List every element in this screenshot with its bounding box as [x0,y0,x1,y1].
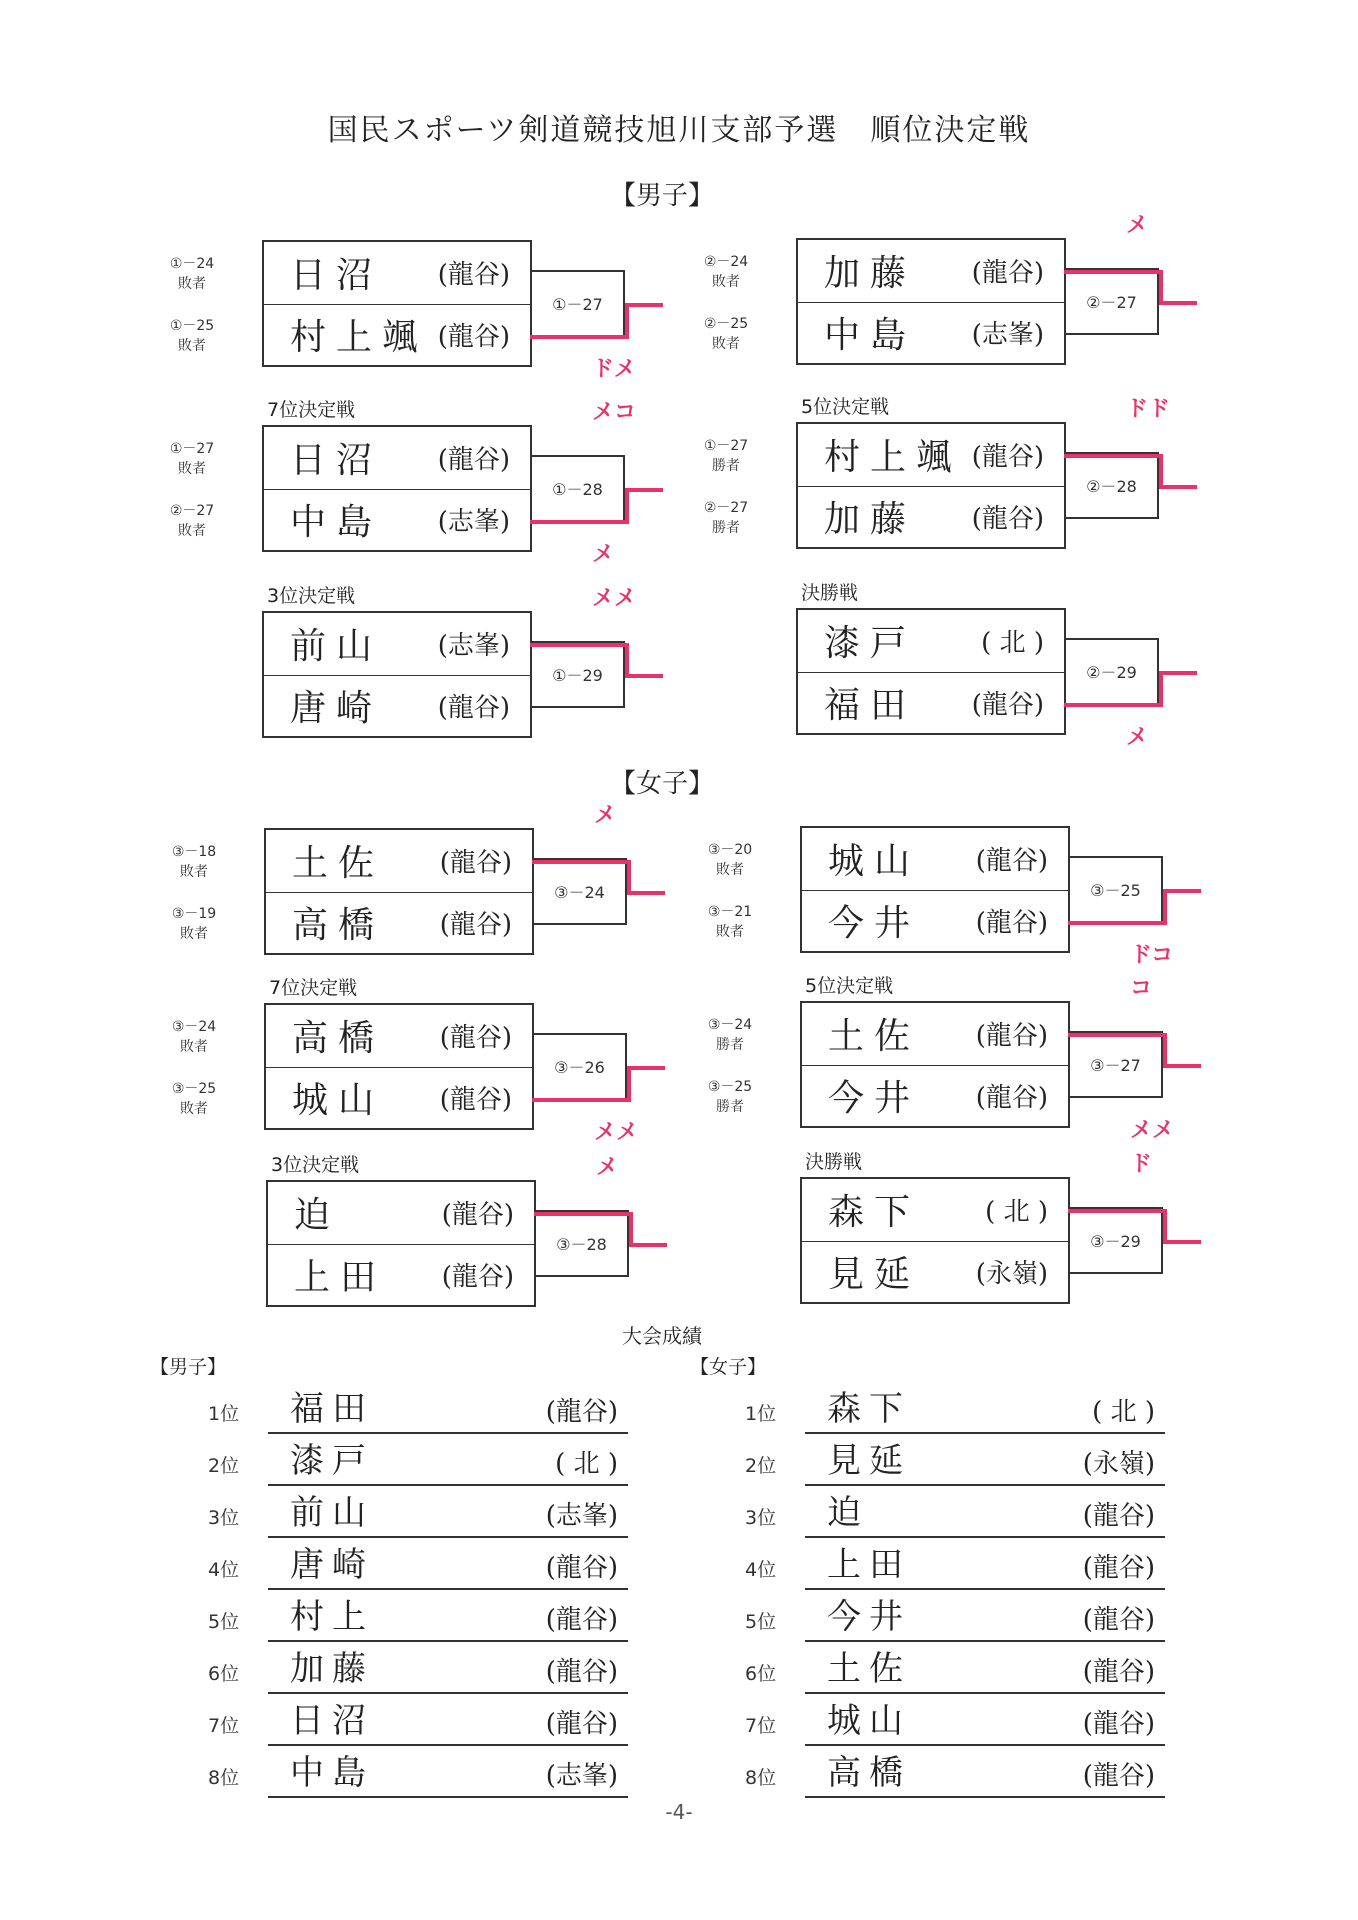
winner-line [1068,921,1165,925]
winner-line [625,303,663,307]
team-name: (龍谷) [975,846,1048,877]
result-name: 加藤 [290,1649,374,1689]
men-b4-match-box: ②－28 [1064,452,1159,519]
result-row-women [745,1649,1165,1694]
result-team: (志峯) [545,1761,618,1791]
slot-match: ③－24 [171,1019,217,1035]
rank-label: 5位 [745,1611,777,1633]
entry-top [798,610,1064,673]
team-name: (龍谷) [439,1084,512,1115]
women-b4-slot-top [695,1015,765,1055]
rank-label: 3位 [745,1507,777,1529]
men-b6-round-label: 決勝戦 [801,582,859,604]
team-name: (龍谷) [439,909,512,940]
winner-line [1163,1209,1167,1244]
team-name: (永嶺) [975,1258,1048,1289]
men-b5-score-mark-top: メメ [592,586,637,611]
rank-label: 7位 [745,1715,777,1737]
winner-line [629,1243,667,1247]
entry-bottom [264,675,530,737]
men-b4-score-mark-top: ドド [1126,397,1171,422]
men-b4-slot-bottom [691,498,761,538]
player-name: 森下 [828,1192,921,1234]
winner-line [627,860,631,895]
rank-label: 2位 [745,1455,777,1477]
team-name: (龍谷) [437,260,510,291]
women-b3-match-box: ③－26 [532,1033,627,1100]
winner-line [1163,1033,1167,1068]
rank-label: 4位 [745,1559,777,1581]
player-name: 漆戸 [824,623,917,665]
team-name: (龍谷) [441,1200,514,1231]
entry-bottom [802,1241,1068,1303]
team-name: (龍谷) [437,692,510,723]
women-b6-score-mark-top: ド [1130,1152,1153,1177]
winner-line [625,488,663,492]
slot-match: ①－25 [169,318,215,334]
winner-line [1159,454,1163,489]
team-name: (龍谷) [439,1023,512,1054]
rank-label: 2位 [208,1455,240,1477]
women-b1-slot-top [159,842,229,882]
result-row-women [745,1753,1165,1798]
men-b4-entry-box [796,422,1066,549]
slot-match: ②－24 [703,254,749,270]
slot-match: ①－27 [169,441,215,457]
team-name: (志峯) [437,506,510,537]
women-b3-score-mark-bottom: メメ [594,1120,639,1145]
women-b1-match-box: ③－24 [532,858,627,925]
team-name: (龍谷) [971,258,1044,289]
entry-top [266,1005,532,1068]
slot-match: ②－27 [169,503,215,519]
result-name: 漆戸 [290,1441,374,1481]
rank-label: 7位 [208,1715,240,1737]
entry-top [798,424,1064,487]
men-b1-match-box: ①－27 [530,270,625,337]
entry-bottom [266,1067,532,1129]
slot-match: ③－21 [707,904,753,920]
women-b4-score-mark-bottom: メメ [1130,1118,1175,1143]
result-name: 城山 [827,1701,911,1741]
men-b4-round-label: 5位決定戦 [801,396,890,418]
women-b5-round-label: 3位決定戦 [271,1154,360,1176]
winner-line [1163,889,1167,925]
result-name: 見延 [827,1441,911,1481]
slot-result: 敗者 [180,864,208,880]
result-team: (龍谷) [545,1553,618,1583]
men-b3-round-label: 7位決定戦 [267,399,356,421]
women-b3-slot-top [159,1017,229,1057]
result-team: (龍谷) [1082,1709,1155,1739]
player-name: 加藤 [824,498,917,540]
player-name: 高橋 [292,1018,385,1060]
winner-line [534,1212,631,1216]
winner-line [1159,485,1197,489]
result-team: ( 北 ) [555,1449,618,1479]
player-name: 今井 [828,1077,921,1119]
entry-bottom [268,1244,534,1306]
team-name: (龍谷) [441,1261,514,1292]
men-b5-round-label: 3位決定戦 [267,585,356,607]
women-b2-slot-top [695,840,765,880]
men-b2-score-mark-top: メ [1126,213,1149,238]
women-b6-round-label: 決勝戦 [805,1151,863,1173]
player-name: 日沼 [290,255,383,297]
team-name: (志峯) [437,631,510,662]
result-name: 日沼 [290,1701,374,1741]
result-row-women [745,1701,1165,1746]
page-title: 国民スポーツ剣道競技旭川支部予選 順位決定戦 [327,113,1031,148]
team-name: ( 北 ) [985,1197,1048,1228]
result-name: 福田 [290,1389,374,1429]
team-name: (龍谷) [975,1082,1048,1113]
team-name: (龍谷) [439,848,512,879]
team-name: (龍谷) [437,445,510,476]
player-name: 日沼 [290,440,383,482]
entry-bottom [798,672,1064,734]
rank-label: 8位 [745,1767,777,1789]
slot-result: 敗者 [180,1039,208,1055]
page-number: -4- [665,1800,693,1824]
men-b3-score-mark-top: メコ [592,400,637,425]
slot-match: ③－20 [707,842,753,858]
slot-match: ①－24 [169,256,215,272]
rank-label: 5位 [208,1611,240,1633]
women-b1-entry-box [264,828,534,955]
men-b2-slot-bottom [691,314,761,354]
result-team: (龍谷) [1082,1605,1155,1635]
winner-line [1068,1033,1165,1037]
result-row-men [208,1545,628,1590]
result-row-men [208,1701,628,1746]
result-team: (龍谷) [545,1657,618,1687]
winner-line [1064,454,1161,458]
result-name: 中島 [290,1753,374,1793]
team-name: (龍谷) [971,689,1044,720]
men-b3-match-box: ①－28 [530,455,625,522]
winner-line [1068,1209,1165,1213]
entry-top [266,830,532,893]
men-b6-score-mark-bottom: メ [1126,725,1149,750]
result-name: 今井 [827,1597,911,1637]
result-team: (龍谷) [1082,1553,1155,1583]
player-name: 城山 [828,841,921,883]
women-b4-entry-box [800,1001,1070,1128]
men-heading: 【男子】 [610,181,715,211]
men-b1-slot-bottom [157,316,227,356]
rank-label: 1位 [208,1403,240,1425]
entry-top [264,242,530,305]
winner-line [530,520,627,524]
result-team: (龍谷) [545,1605,618,1635]
winner-line [1163,889,1201,893]
slot-match: ③－25 [707,1079,753,1095]
women-b6-match-box: ③－29 [1068,1207,1163,1274]
entry-bottom [264,489,530,551]
winner-line [1064,703,1161,707]
women-b2-entry-box [800,826,1070,953]
women-b4-score-mark-top: コ [1130,976,1153,1001]
team-name: (龍谷) [971,442,1044,473]
slot-result: 敗者 [178,338,206,354]
result-row-men [208,1389,628,1434]
slot-result: 勝者 [712,458,740,474]
men-b5-match-box: ①－29 [530,641,625,708]
player-name: 村上颯 [290,316,429,358]
result-team: (志峯) [545,1501,618,1531]
slot-result: 勝者 [712,520,740,536]
slot-result: 敗者 [178,276,206,292]
men-b4-slot-top [691,436,761,476]
result-team: (龍谷) [1082,1501,1155,1531]
result-name: 土佐 [827,1649,911,1689]
result-name: 迫 [827,1493,869,1533]
slot-match: ①－27 [703,438,749,454]
rank-label: 4位 [208,1559,240,1581]
men-b6-entry-box [796,608,1066,735]
slot-result: 勝者 [716,1099,744,1115]
result-row-men [208,1753,628,1798]
women-b5-entry-box [266,1180,536,1307]
entry-top [268,1182,534,1245]
slot-result: 敗者 [716,862,744,878]
result-row-men [208,1441,628,1486]
result-name: 村上 [290,1597,374,1637]
entry-bottom [802,1065,1068,1127]
team-name: (龍谷) [971,503,1044,534]
results-men-label: 【男子】 [150,1356,227,1378]
men-b1-score-mark-bottom: ドメ [592,357,636,382]
entry-bottom [798,486,1064,548]
player-name: 村上颯 [824,437,963,479]
result-team: ( 北 ) [1092,1397,1155,1427]
result-name: 唐崎 [290,1545,374,1585]
women-b4-slot-bottom [695,1077,765,1117]
player-name: 中島 [824,314,917,356]
women-b3-slot-bottom [159,1079,229,1119]
result-team: (龍谷) [545,1709,618,1739]
winner-line [625,674,663,678]
winner-line [532,1098,629,1102]
entry-top [802,1179,1068,1242]
player-name: 前山 [290,626,383,668]
men-b3-score-mark-bottom: メ [592,542,615,567]
slot-result: 敗者 [180,1101,208,1117]
results-women-label: 【女子】 [690,1356,767,1378]
player-name: 土佐 [292,843,385,885]
result-row-women [745,1493,1165,1538]
result-team: (龍谷) [1082,1761,1155,1791]
women-b5-score-mark-top: メ [596,1155,619,1180]
winner-line [1064,270,1161,274]
entry-top [802,828,1068,891]
player-name: 見延 [828,1253,921,1295]
entry-top [798,240,1064,303]
result-row-women [745,1389,1165,1434]
winner-line [629,1212,633,1247]
winner-line [532,860,629,864]
winner-line [530,643,627,647]
men-b1-slot-top [157,254,227,294]
team-name: ( 北 ) [981,628,1044,659]
winner-line [1163,1064,1201,1068]
slot-match: ③－24 [707,1017,753,1033]
women-heading: 【女子】 [610,769,715,799]
entry-top [264,427,530,490]
result-name: 上田 [827,1545,911,1585]
player-name: 城山 [292,1079,385,1121]
winner-line [625,303,629,339]
result-row-men [208,1649,628,1694]
player-name: 加藤 [824,253,917,295]
player-name: 上田 [294,1256,387,1298]
women-b4-round-label: 5位決定戦 [805,975,894,997]
result-name: 高橋 [827,1753,911,1793]
winner-line [627,891,665,895]
slot-match: ③－25 [171,1081,217,1097]
men-b3-slot-bottom [157,501,227,541]
winner-line [1159,301,1197,305]
slot-result: 勝者 [716,1037,744,1053]
entry-bottom [802,890,1068,952]
winner-line [627,1066,665,1070]
team-name: (龍谷) [437,321,510,352]
women-b2-slot-bottom [695,902,765,942]
result-row-women [745,1597,1165,1642]
result-row-women [745,1441,1165,1486]
rank-label: 3位 [208,1507,240,1529]
slot-result: 敗者 [178,523,206,539]
women-b4-match-box: ③－27 [1068,1031,1163,1098]
rank-label: 8位 [208,1767,240,1789]
entry-bottom [798,302,1064,364]
result-row-men [208,1597,628,1642]
player-name: 中島 [290,501,383,543]
entry-top [264,613,530,676]
winner-line [1159,671,1163,707]
rank-label: 6位 [208,1663,240,1685]
team-name: (志峯) [971,319,1044,350]
result-row-women [745,1545,1165,1590]
winner-line [1159,671,1197,675]
result-team: (永嶺) [1082,1449,1155,1479]
slot-match: ②－25 [703,316,749,332]
women-b1-score-mark-top: メ [594,803,617,828]
slot-result: 敗者 [712,336,740,352]
slot-result: 敗者 [178,461,206,477]
winner-line [625,488,629,524]
slot-match: ②－27 [703,500,749,516]
women-b1-slot-bottom [159,904,229,944]
team-name: (龍谷) [975,907,1048,938]
slot-result: 敗者 [712,274,740,290]
player-name: 土佐 [828,1016,921,1058]
women-b2-score-mark-bottom: ドコ [1130,943,1174,968]
result-name: 森下 [827,1389,911,1429]
winner-line [627,1066,631,1102]
men-b1-entry-box [262,240,532,367]
winner-line [625,643,629,678]
women-b3-round-label: 7位決定戦 [269,977,358,999]
winner-line [530,335,627,339]
player-name: 福田 [824,684,917,726]
result-team: (龍谷) [1082,1657,1155,1687]
men-b3-entry-box [262,425,532,552]
women-b6-entry-box [800,1177,1070,1304]
men-b6-match-box: ②－29 [1064,638,1159,705]
winner-line [1159,270,1163,305]
women-b2-match-box: ③－25 [1068,856,1163,923]
entry-top [802,1003,1068,1066]
women-b3-entry-box [264,1003,534,1130]
player-name: 迫 [294,1195,341,1237]
rank-label: 1位 [745,1403,777,1425]
slot-match: ③－19 [171,906,217,922]
results-heading: 大会成績 [622,1324,702,1348]
entry-bottom [266,892,532,954]
men-b2-entry-box [796,238,1066,365]
player-name: 高橋 [292,904,385,946]
men-b5-entry-box [262,611,532,738]
result-name: 前山 [290,1493,374,1533]
slot-result: 敗者 [180,926,208,942]
women-b5-match-box: ③－28 [534,1210,629,1277]
entry-bottom [264,304,530,366]
winner-line [1163,1240,1201,1244]
men-b2-match-box: ②－27 [1064,268,1159,335]
result-team: (龍谷) [545,1397,618,1427]
slot-match: ③－18 [171,844,217,860]
result-row-men [208,1493,628,1538]
men-b2-slot-top [691,252,761,292]
slot-result: 敗者 [716,924,744,940]
player-name: 今井 [828,902,921,944]
team-name: (龍谷) [975,1021,1048,1052]
player-name: 唐崎 [290,687,383,729]
men-b3-slot-top [157,439,227,479]
rank-label: 6位 [745,1663,777,1685]
